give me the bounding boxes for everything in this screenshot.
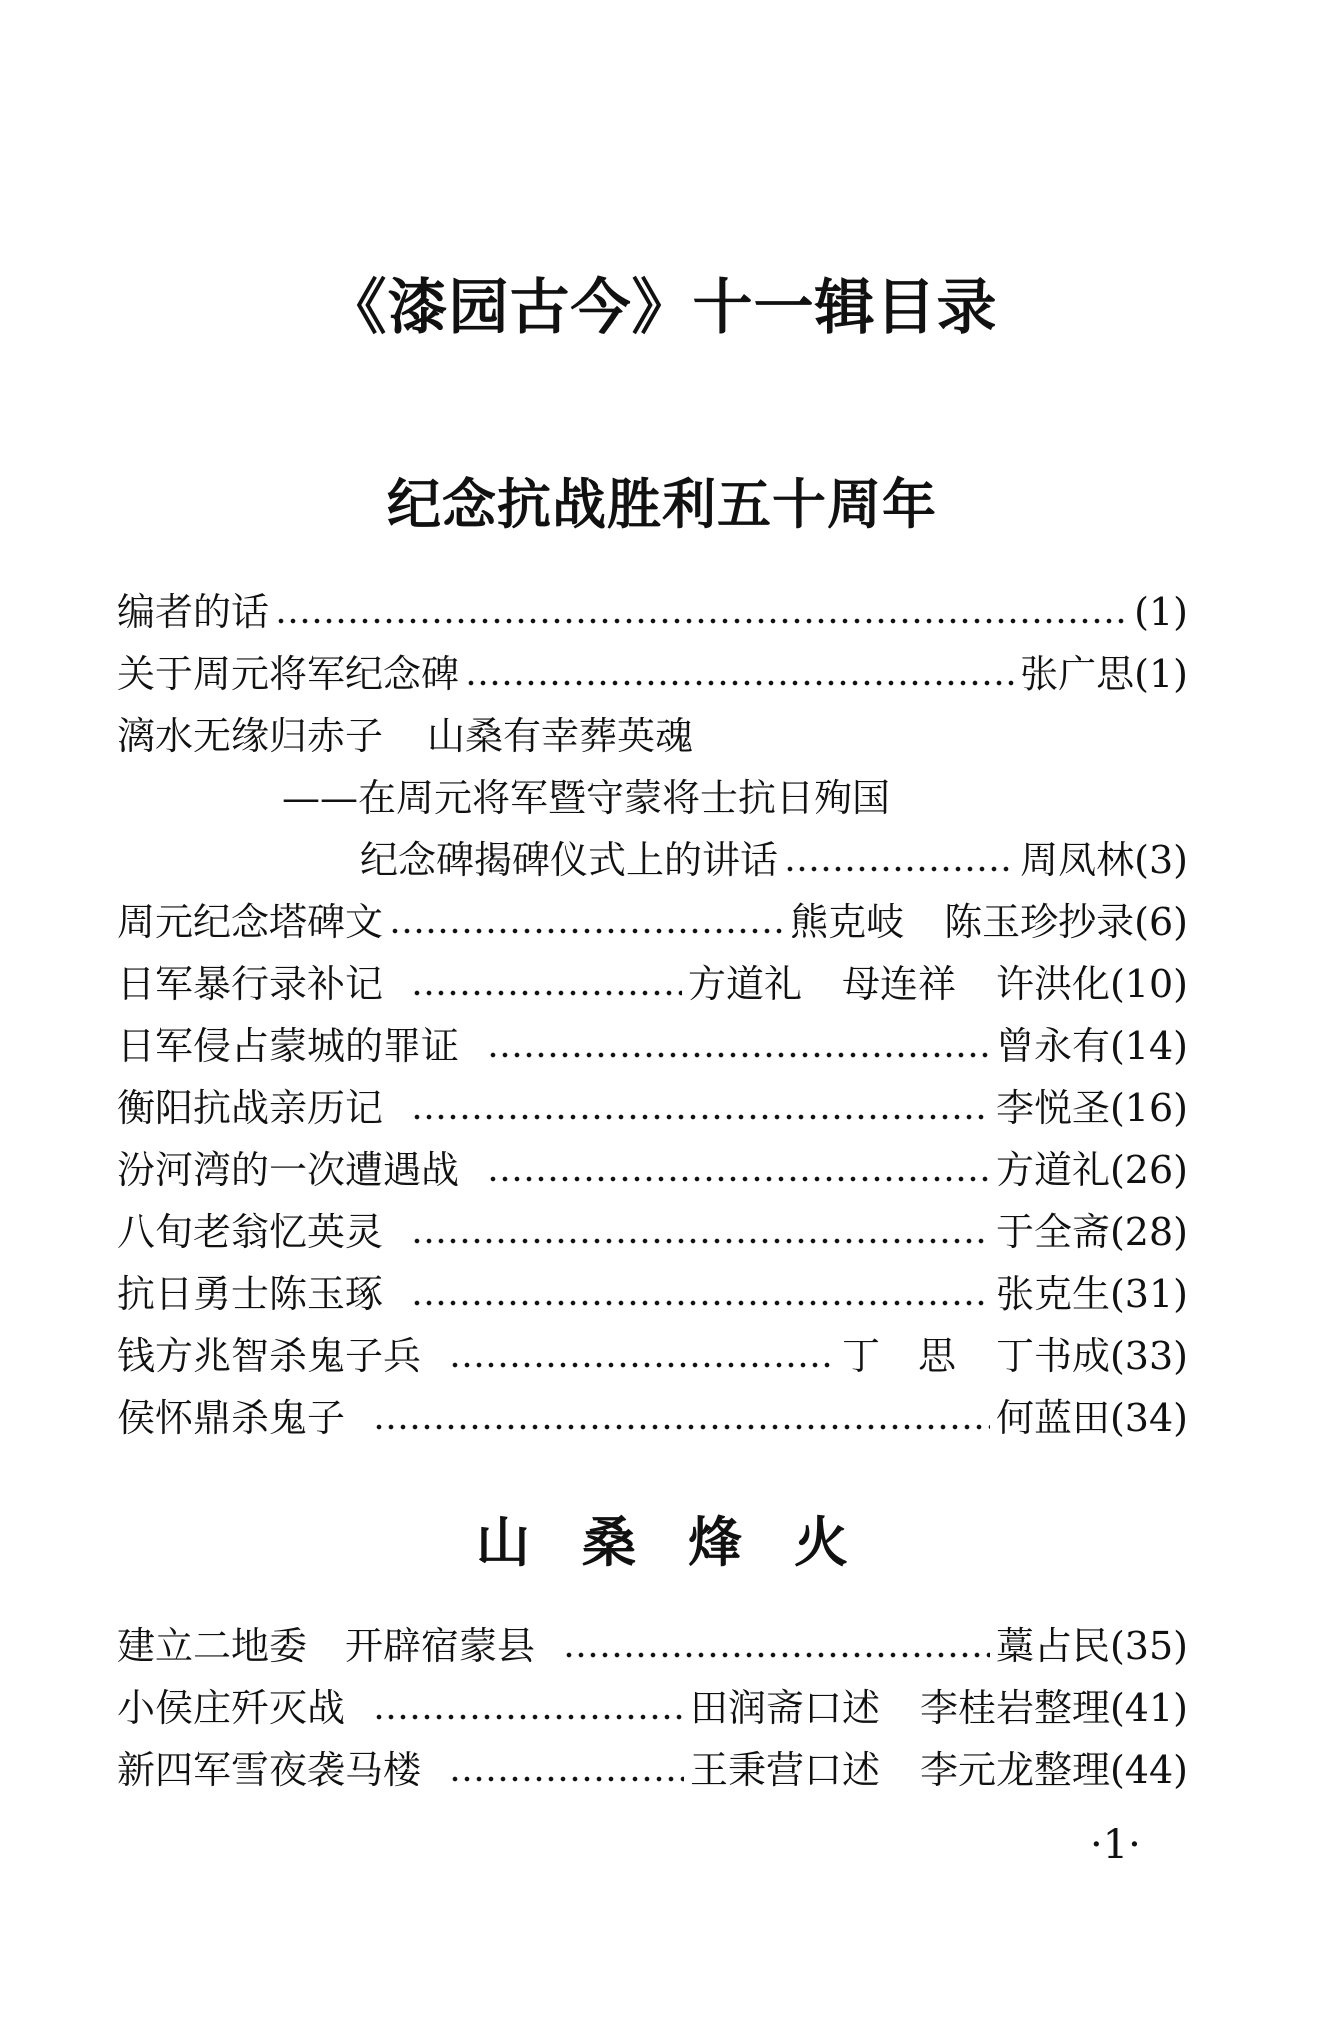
entry-title: 编者的话 [117,590,270,634]
entry-page: (41) [1109,1686,1188,1730]
entry-page: (35) [1109,1624,1188,1668]
entry-title: 小侯庄歼灭战 [117,1686,346,1730]
toc-entry[interactable] [117,954,1188,1014]
toc-entry[interactable] [117,1264,1188,1324]
entry-page: (28) [1109,1210,1188,1254]
dot-leader [449,1740,684,1800]
toc-entry[interactable] [117,1140,1188,1200]
entry-title: 抗日勇士陈玉琢 [117,1272,384,1316]
entry-author: 周凤林 [1020,838,1135,882]
entry-title: 钱方兆智杀鬼子兵 [117,1334,422,1378]
dot-leader [465,644,1014,704]
entry-page: (16) [1109,1086,1188,1130]
page-number: ·1· [1090,1822,1141,1868]
dot-leader [411,1264,990,1324]
entry-title: 山桑有幸葬英魂 [427,714,694,758]
entry-title: 新四军雪夜袭马楼 [117,1748,422,1792]
toc-entry[interactable] [117,1678,1188,1738]
entry-page: (26) [1109,1148,1188,1192]
entry-page: (3) [1134,838,1188,882]
toc-entry[interactable] [117,1078,1188,1138]
entry-title: 侯怀鼎杀鬼子 [117,1396,346,1440]
entry-author: 方道礼 [995,1148,1110,1192]
dot-leader [784,830,1014,890]
dot-leader [487,1016,990,1076]
entry-title: 建立二地委 开辟宿蒙县 [117,1624,536,1668]
entry-author: 藁占民 [995,1624,1110,1668]
dot-leader [275,582,1128,642]
entry-page: (44) [1109,1748,1188,1792]
toc-entry-subtitle [282,768,1188,828]
entry-page: (10) [1109,962,1188,1006]
entry-author: 李悦圣 [995,1086,1110,1130]
entry-author: 丁 思 丁书成 [841,1334,1110,1378]
toc-entry[interactable] [117,1616,1188,1676]
toc-entry[interactable] [117,644,1188,704]
dot-leader [411,1078,990,1138]
entry-page: (33) [1109,1334,1188,1378]
dot-leader [563,1616,990,1676]
entry-title: 汾河湾的一次遭遇战 [117,1148,460,1192]
entry-author: 张广思 [1020,652,1135,696]
entry-author: 田润斋口述 李桂岩整理 [689,1686,1110,1730]
entry-page: (14) [1109,1024,1188,1068]
toc-entry[interactable] [117,1388,1188,1448]
entry-title: 周元纪念塔碑文 [117,900,384,944]
dot-leader [373,1388,990,1448]
entry-title: 衡阳抗战亲历记 [117,1086,384,1130]
dot-leader [411,954,682,1014]
entry-page: (34) [1109,1396,1188,1440]
section-heading: 山桑烽火 [476,1511,900,1574]
toc-entry[interactable] [117,582,1188,642]
entry-title: 日军暴行录补记 [117,962,384,1006]
toc-entry[interactable] [117,1326,1188,1386]
toc-entry[interactable] [117,1202,1188,1262]
entry-author: 王秉营口述 李元龙整理 [689,1748,1110,1792]
entry-title: 漓水无缘归赤子 [117,714,384,758]
page-title: 《漆园古今》十一辑目录 [326,273,998,343]
toc-entry[interactable] [117,1740,1188,1800]
dot-leader [449,1326,836,1386]
entry-author: 曾永有 [995,1024,1110,1068]
entry-author: 何蓝田 [995,1396,1110,1440]
entry-title: 八旬老翁忆英灵 [117,1210,384,1254]
entry-title: 关于周元将军纪念碑 [117,652,460,696]
entry-author: 熊克岐 陈玉珍抄录 [790,900,1135,944]
dot-leader [373,1678,684,1738]
entry-page: (1) [1134,590,1188,634]
entry-page: (1) [1134,652,1188,696]
entry-subtitle: ——在周元将军暨守蒙将士抗日殉国 [282,776,891,820]
dot-leader [411,1202,990,1262]
toc-entry[interactable] [117,892,1188,952]
entry-title: 日军侵占蒙城的罪证 [117,1024,460,1068]
toc-entry[interactable] [117,706,1188,766]
entry-author: 于全斋 [995,1210,1110,1254]
section-heading: 纪念抗战胜利五十周年 [387,473,937,536]
dot-leader [389,892,784,952]
entry-subtitle: 纪念碑揭碑仪式上的讲话 [360,838,779,882]
entry-author: 张克生 [995,1272,1110,1316]
dot-leader [487,1140,990,1200]
entry-author: 方道礼 母连祥 许洪化 [687,962,1110,1006]
toc-entry[interactable] [117,1016,1188,1076]
entry-page: (31) [1109,1272,1188,1316]
toc-entry-subtitle[interactable] [360,830,1188,890]
entry-page: (6) [1134,900,1188,944]
